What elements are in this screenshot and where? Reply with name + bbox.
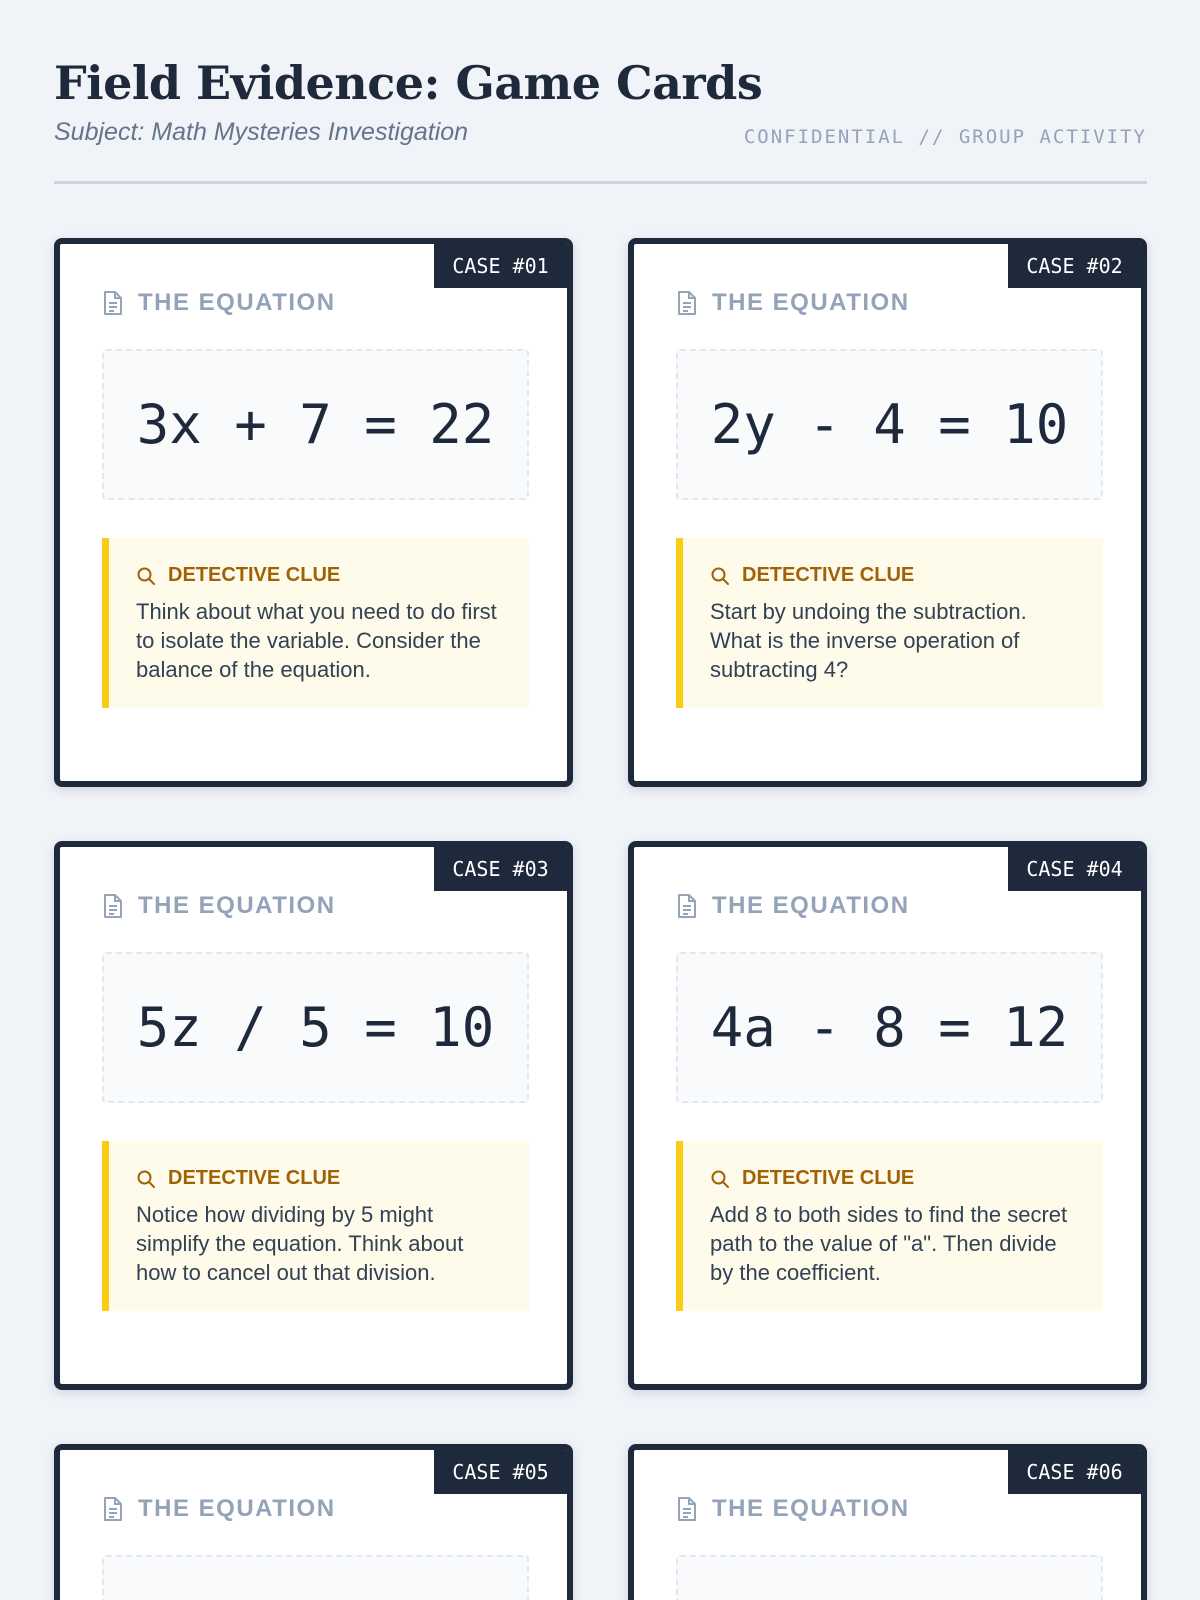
clue-header: [136, 1167, 509, 1190]
clue-text: Add 8 to both sides to find the secret path to the value of "a". Then divide by the coefficient.: [710, 1202, 1068, 1285]
game-card[interactable]: [628, 841, 1147, 1390]
case-tag: CASE #02: [1008, 244, 1141, 288]
equation-label: [676, 891, 910, 921]
equation-label: [102, 288, 336, 318]
document-icon: [676, 290, 698, 316]
search-icon: [136, 566, 156, 586]
equation-label-text: THE EQUATION: [712, 892, 910, 919]
detective-clue: [676, 538, 1103, 708]
clue-label: DETECTIVE CLUE: [168, 564, 341, 586]
clue-label: DETECTIVE CLUE: [742, 1167, 915, 1189]
case-tag: CASE #03: [434, 847, 567, 891]
detective-clue: [102, 538, 529, 708]
document-icon: [676, 893, 698, 919]
equation-box: 2y - 4 = 10: [676, 349, 1103, 500]
clue-label: DETECTIVE CLUE: [168, 1167, 341, 1189]
case-tag: CASE #05: [434, 1450, 567, 1494]
clue-label: DETECTIVE CLUE: [742, 564, 915, 586]
game-card[interactable]: [628, 238, 1147, 787]
case-tag: CASE #01: [434, 244, 567, 288]
equation-label-text: THE EQUATION: [138, 892, 336, 919]
search-icon: [710, 1169, 730, 1189]
detective-clue: [676, 1141, 1103, 1311]
equation-label: [102, 1494, 336, 1524]
clue-header: [136, 564, 509, 587]
equation-label-text: THE EQUATION: [712, 1495, 910, 1522]
search-icon: [136, 1169, 156, 1189]
equation-label: [676, 288, 910, 318]
game-card[interactable]: [54, 1444, 573, 1600]
document-icon: [102, 290, 124, 316]
equation-box: 5z / 5 = 10: [102, 952, 529, 1103]
clue-text: Start by undoing the subtraction. What is the inverse operation of subtracting 4?: [710, 599, 1027, 682]
equation-box: [676, 1555, 1103, 1600]
document-icon: [102, 893, 124, 919]
game-card[interactable]: [628, 1444, 1147, 1600]
clue-text: Think about what you need to do first to isolate the variable. Consider the balance of the equation.: [136, 599, 497, 682]
clue-header: [710, 1167, 1083, 1190]
document-icon: [676, 1496, 698, 1522]
page-header: [54, 56, 1147, 184]
equation-label-text: THE EQUATION: [712, 289, 910, 316]
page-title: Field Evidence: Game Cards: [54, 56, 763, 110]
equation-label: [102, 891, 336, 921]
search-icon: [710, 566, 730, 586]
equation-box: 4a - 8 = 12: [676, 952, 1103, 1103]
page-subtitle: Subject: Math Mysteries Investigation: [54, 118, 469, 146]
case-tag: CASE #06: [1008, 1450, 1141, 1494]
equation-label-text: THE EQUATION: [138, 1495, 336, 1522]
equation-label: [676, 1494, 910, 1524]
game-card[interactable]: [54, 841, 573, 1390]
equation-label-text: THE EQUATION: [138, 289, 336, 316]
equation-box: 3x + 7 = 22: [102, 349, 529, 500]
classification-label: CONFIDENTIAL // GROUP ACTIVITY: [743, 126, 1147, 148]
case-tag: CASE #04: [1008, 847, 1141, 891]
detective-clue: [102, 1141, 529, 1311]
game-card[interactable]: [54, 238, 573, 787]
clue-header: [710, 564, 1083, 587]
equation-box: [102, 1555, 529, 1600]
clue-text: Notice how dividing by 5 might simplify the equation. Think about how to cancel out that division.: [136, 1202, 464, 1285]
document-icon: [102, 1496, 124, 1522]
